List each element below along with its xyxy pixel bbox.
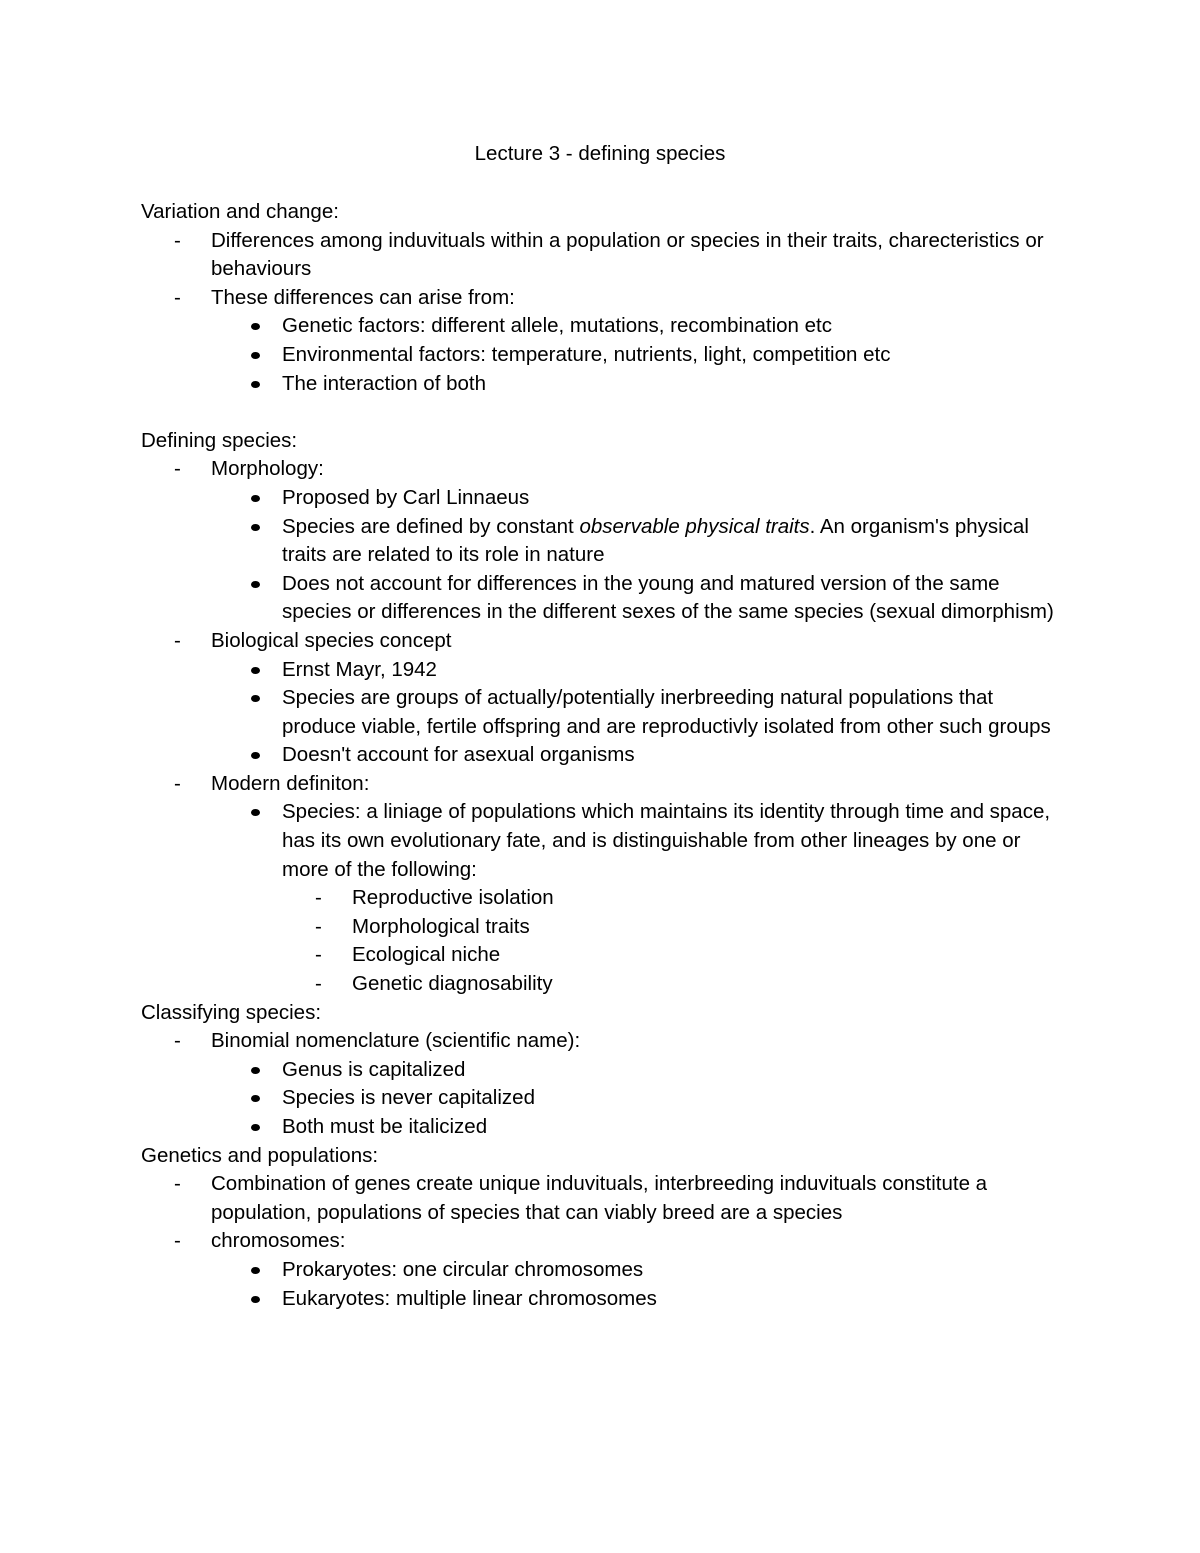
section-heading-classifying: Classifying species:: [141, 1000, 322, 1024]
dash-marker: -: [174, 457, 181, 481]
dash-marker: -: [174, 628, 181, 652]
list-item: - Morphology:: [141, 455, 1061, 484]
bullet-icon: [251, 1124, 260, 1131]
dash-marker: -: [174, 228, 181, 252]
list-item: - Combination of genes create unique induvituals, interbreeding induvituals constitute a population, populations of species that can viably breed are a species: [174, 1172, 988, 1224]
bullet-icon: [251, 695, 260, 702]
dash-marker: -: [315, 914, 322, 938]
page-title: Lecture 3 - defining species: [474, 142, 726, 165]
bullet-icon: [251, 352, 260, 359]
sub-list-item: - Genetic diagnosability: [141, 970, 1061, 999]
bullet-icon: [251, 809, 260, 816]
bullet-item: Does not account for differences in the young and matured version of the same species or differences in the different sexes of the same species (sexual dimorphism): [141, 570, 1061, 627]
dash-marker: -: [174, 1172, 181, 1196]
bullet-icon: [251, 1296, 260, 1303]
list-item: - These differences can arise from:: [141, 284, 1061, 313]
bullet-item: Both must be italicized: [141, 1113, 1061, 1142]
bullet-item: Proposed by Carl Linnaeus: [141, 484, 1061, 513]
bullet-item: Doesn't account for asexual organisms: [141, 741, 1061, 770]
bullet-item: Environmental factors: temperature, nutrients, light, competition etc: [141, 341, 1061, 370]
dash-marker: -: [174, 285, 181, 309]
bullet-icon: [251, 752, 260, 759]
dash-marker: -: [315, 943, 322, 967]
sub-list-item: - Reproductive isolation: [141, 884, 1061, 913]
section-heading-variation: Variation and change:: [141, 200, 339, 223]
bullet-item: Genus is capitalized: [141, 1056, 1061, 1085]
section-heading-defining: Defining species:: [141, 428, 298, 452]
dash-marker: -: [315, 972, 322, 996]
bullet-icon: [251, 1067, 260, 1074]
bullet-item: Species is never capitalized: [141, 1084, 1061, 1113]
bullet-item: Species are groups of actually/potentially inerbreeding natural populations that produce viable, fertile offspring and are reproductivly isolated from other such groups: [141, 684, 1061, 741]
dash-marker: -: [174, 771, 181, 795]
list-item: - Biological species concept: [141, 627, 1061, 656]
bullet-item: The interaction of both: [141, 370, 1061, 399]
dash-marker: -: [174, 1229, 181, 1253]
bullet-icon: [251, 524, 260, 531]
list-item: - Binomial nomenclature (scientific name):: [141, 1027, 1061, 1056]
bullet-item: Species: a liniage of populations which maintains its identity through time and space, has its own evolutionary fate, and is distinguishable from other lineages by one or more of the following:: [141, 798, 1061, 884]
list-item: - Differences among induvituals within a population or species in their traits, charecteristics or behaviours: [174, 228, 1044, 281]
bullet-icon: [251, 1095, 260, 1102]
bullet-icon: [251, 495, 260, 502]
bullet-icon: [251, 581, 260, 588]
bullet-item: Prokaryotes: one circular chromosomes: [141, 1256, 1061, 1285]
sub-list-item: - Ecological niche: [141, 941, 1061, 970]
list-item: - Modern definiton:: [141, 770, 1061, 799]
bullet-icon: [251, 667, 260, 674]
blank-line: [141, 398, 1061, 427]
dash-marker: -: [315, 886, 322, 910]
bullet-item: Species are defined by constant observable physical traits. An organism's physical traits are related to its role in nature: [141, 513, 1061, 570]
bullet-item: Eukaryotes: multiple linear chromosomes: [141, 1285, 1061, 1314]
list-item: - chromosomes:: [141, 1227, 1061, 1256]
bullet-item: Genetic factors: different allele, mutations, recombination etc: [141, 312, 1061, 341]
document-body: [141, 198, 1061, 1313]
bullet-icon: [251, 381, 260, 388]
bullet-item: Ernst Mayr, 1942: [141, 656, 1061, 685]
bullet-icon: [251, 1267, 260, 1274]
sub-list-item: - Morphological traits: [141, 913, 1061, 942]
bullet-icon: [251, 323, 260, 330]
section-heading-genetics: Genetics and populations:: [141, 1143, 379, 1167]
dash-marker: -: [174, 1029, 181, 1053]
